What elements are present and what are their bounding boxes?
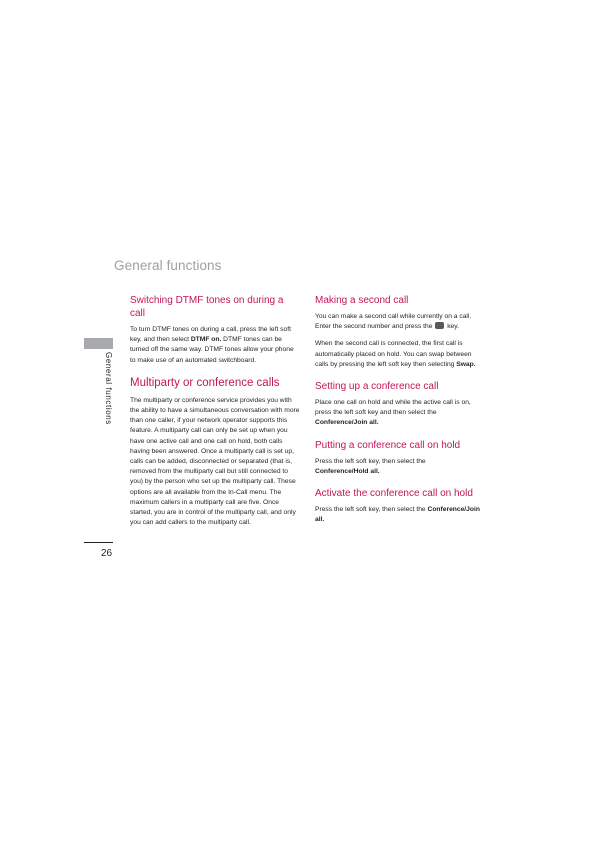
- dtmf-paragraph: [130, 325, 300, 366]
- multiparty-paragraph: The multiparty or conference service provides you with the ability to have a simultaneous conversation with more than one caller, if your network operator supports this feature. A multiparty call can only be set up when you have one active call and one call on hold, both calls having been answered. Once a multiparty call is set up, calls can be added, disconnected or separated (that is, removed from the multiparty call but still connected to you) by the person who set up the multiparty call. These options are all available from the In-Call menu. The maximum callers in a multiparty call are five. Once started, you are in control of the multiparty call, and only you can add callers to the multiparty call.: [130, 396, 300, 527]
- second-call-text-2: key.: [445, 323, 459, 331]
- join-all-option: Conference/Join all.: [315, 419, 379, 427]
- section-header: General functions: [114, 258, 222, 273]
- setup-conference-paragraph: [315, 398, 481, 429]
- second-call-heading: Making a second call: [315, 295, 409, 306]
- hold-conference-paragraph: [315, 457, 481, 477]
- page-number: 26: [101, 548, 113, 559]
- hold-conference-heading: Putting a conference call on hold: [315, 439, 461, 451]
- dtmf-heading: Switching DTMF tones on during a call: [130, 295, 284, 319]
- second-call-text-3: When the second call is connected, the first call is automatically placed on hold. You can swap between calls by pressing the left soft key then selecting: [315, 340, 472, 368]
- dtmf-text-1: To turn DTMF tones on during a call, press the left soft key, and then select: [130, 326, 291, 344]
- join-all-option-2: Conference/Join all.: [315, 506, 480, 524]
- second-call-paragraph-1: [315, 312, 481, 332]
- side-tab-marker: [84, 338, 113, 349]
- right-column: [315, 294, 481, 532]
- dtmf-on-option: DTMF on.: [190, 336, 222, 344]
- multiparty-heading: Multiparty or conference calls: [130, 376, 280, 389]
- page-number-rule: [84, 542, 113, 543]
- second-call-paragraph-2: [315, 339, 481, 370]
- second-call-text-1: You can make a second call while currently on a call. Enter the second number and press the: [315, 313, 472, 331]
- send-key-icon: [435, 322, 444, 329]
- activate-conference-paragraph: [315, 505, 481, 525]
- swap-option: Swap.: [456, 360, 476, 368]
- activate-conference-text: Press the left soft key, then select the: [315, 506, 428, 514]
- left-column: [130, 294, 300, 535]
- side-tab-label: General functions: [104, 352, 113, 425]
- hold-conference-text: Press the left soft key, then select the: [315, 457, 426, 465]
- hold-all-option: Conference/Hold all.: [315, 467, 380, 475]
- setup-conference-text: Place one call on hold and while the active call is on, press the left soft key and then select the: [315, 399, 471, 417]
- dtmf-text-2: DTMF tones can be turned off the same way. DTMF tones allow your phone to make use of an automated switchboard.: [130, 336, 294, 364]
- setup-conference-heading: Setting up a conference call: [315, 381, 439, 393]
- activate-conference-heading: Activate the conference call on hold: [315, 488, 473, 500]
